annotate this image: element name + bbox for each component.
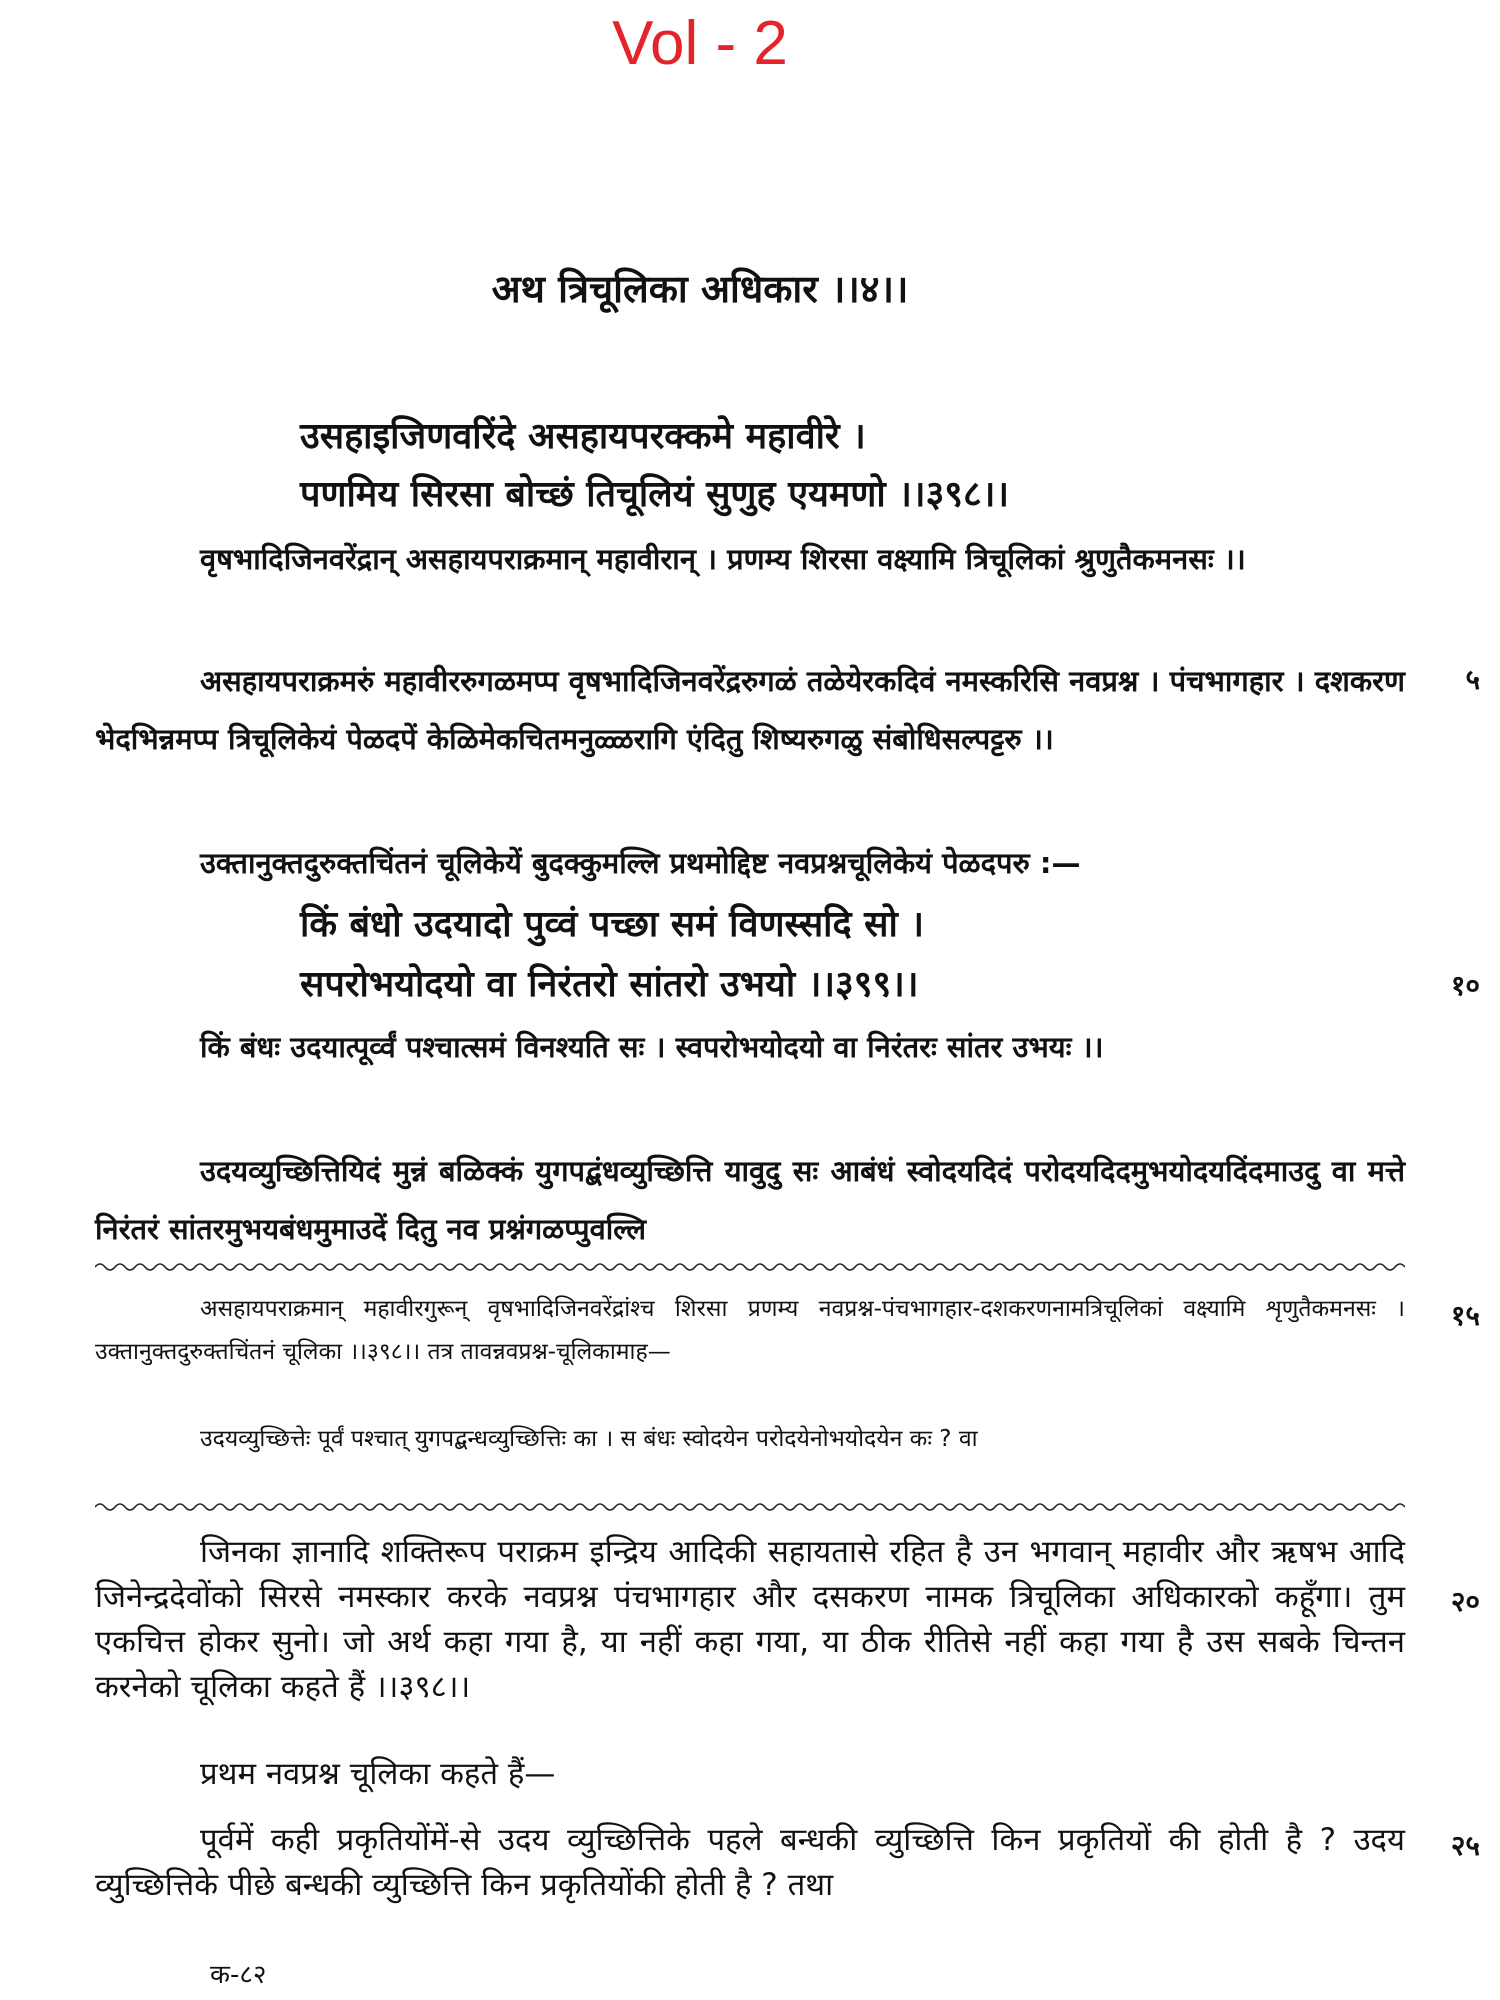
kannada-intro: उक्तानुक्तदुरुक्तचिंतनं चूलिकेयें बुदक्कुमल्लि प्रथमोद्दिष्ट नवप्रश्नचूलिकेयं पेळदपरु :— (200, 846, 1081, 880)
hindi-translation-3: पूर्वमें कही प्रकृतियोंमें-से उदय व्युच्छित्तिके पहले बन्धकी व्युच्छित्ति किन प्रकृतियों की होती है ? उदय व्युच्छित्तिके पीछे बन्धकी व्युच्छित्ति किन प्रकृतियोंकी होती है ? तथा (95, 1822, 1405, 1903)
signature-mark: क-८२ (210, 1960, 267, 1990)
line-number-20: २० (1450, 1585, 1480, 1618)
wavy-divider-top (95, 1260, 1405, 1274)
verse-398-line-1: उसहाइजिणवरिंदे असहायपरक्कमे महावीरे । (300, 416, 866, 457)
line-number-25: २५ (1450, 1829, 1480, 1862)
kannada-commentary-399: उदयव्युच्छित्तियिदं मुन्नं बळिक्कं युगपद्बंधव्युच्छित्ति यावुदु सः आबंधं स्वोदयदिदं परोदयदिदमुभयोदयदिंदमाउदु वा मत्ते निरंतरं सांतरमुभयबंधमुमाउदें दितु नव प्रश्नंगळप्पुवल्लि (95, 1154, 1405, 1246)
verse-399-line-1: किं बंधो उदयादो पुव्वं पच्छा समं विणस्सदि सो । (300, 904, 924, 945)
verse-398-line-2: पणमिय सिरसा बोच्छं तिचूलियं सुणुह एयमणो ।।३९८।। (300, 474, 1010, 515)
sanskrit-gloss-399: किं बंधः उदयात्पूर्व्वं पश्चात्समं विनश्यति सः । स्वपरोभयोदयो वा निरंतरः सांतर उभयः ।। (200, 1030, 1104, 1064)
kannada-commentary-398: असहायपराक्रमरुं महावीररुगळमप्प वृषभादिजिनवरेंद्ररुगळं तळेयेरकदिवं नमस्करिसि नवप्रश्न । पंचभागहार । दशकरण भेदभिन्नमप्प त्रिचूलिकेयं पेळदपें केळिमेकचितमनुळ्ळरागि एंदितु शिष्यरुगळु संबोधिसल्पट्टरु ।। (95, 664, 1405, 756)
sanskrit-gloss-398: वृषभादिजिनवरेंद्रान् असहायपराक्रमान् महावीरान् । प्रणम्य शिरसा वक्ष्यामि त्रिचूलिकां श्रुणुतैकमनसः ।। (200, 542, 1246, 576)
chapter-title: अथ त्रिचूलिका अधिकार ।।४।। (491, 267, 909, 311)
verse-399-line-2: सपरोभयोदयो वा निरंतरो सांतरो उभयो ।।३९९।। (300, 964, 919, 1005)
volume-label: Vol - 2 (612, 9, 788, 78)
line-number-15: १५ (1450, 1299, 1480, 1332)
hindi-translation-2: प्रथम नवप्रश्न चूलिका कहते हैं— (200, 1756, 556, 1792)
hindi-translation-1: जिनका ज्ञानादि शक्तिरूप पराक्रम इन्द्रिय आदिकी सहायतासे रहित है उन भगवान् महावीर और ऋषभ आदि जिनेन्द्रदेवोंको सिरसे नमस्कार करके नवप्रश्न पंचभागहार और दसकरण नामक त्रिचूलिका अधिकारको कहूँगा। तुम एकचित्त होकर सुनो। जो अर्थ कहा गया है, या नहीं कहा गया, या ठीक रीतिसे नहीं कहा गया है उस सबके चिन्तन करनेको चूलिका कहते हैं ।।३९८।। (95, 1534, 1405, 1705)
wavy-divider-bottom (95, 1500, 1405, 1514)
line-number-10: १० (1450, 969, 1480, 1002)
sanskrit-commentary-1: असहायपराक्रमान् महावीरगुरून् वृषभादिजिनवरेंद्रांश्च शिरसा प्रणम्य नवप्रश्न-पंचभागहार-दशकरणनामत्रिचूलिकां वक्ष्यामि शृणुतैकमनसः । उक्तानुक्तदुरुक्तचिंतनं चूलिका ।।३९८।। तत्र तावन्नवप्रश्न-चूलिकामाह— (95, 1296, 1405, 1365)
sanskrit-commentary-2: उदयव्युच्छित्तेः पूर्वं पश्चात् युगपद्बन्धव्युच्छित्तिः का । स बंधः स्वोदयेन परोदयेनोभयोदयेन कः ? वा (200, 1426, 978, 1452)
line-number-5: ५ (1465, 663, 1480, 696)
